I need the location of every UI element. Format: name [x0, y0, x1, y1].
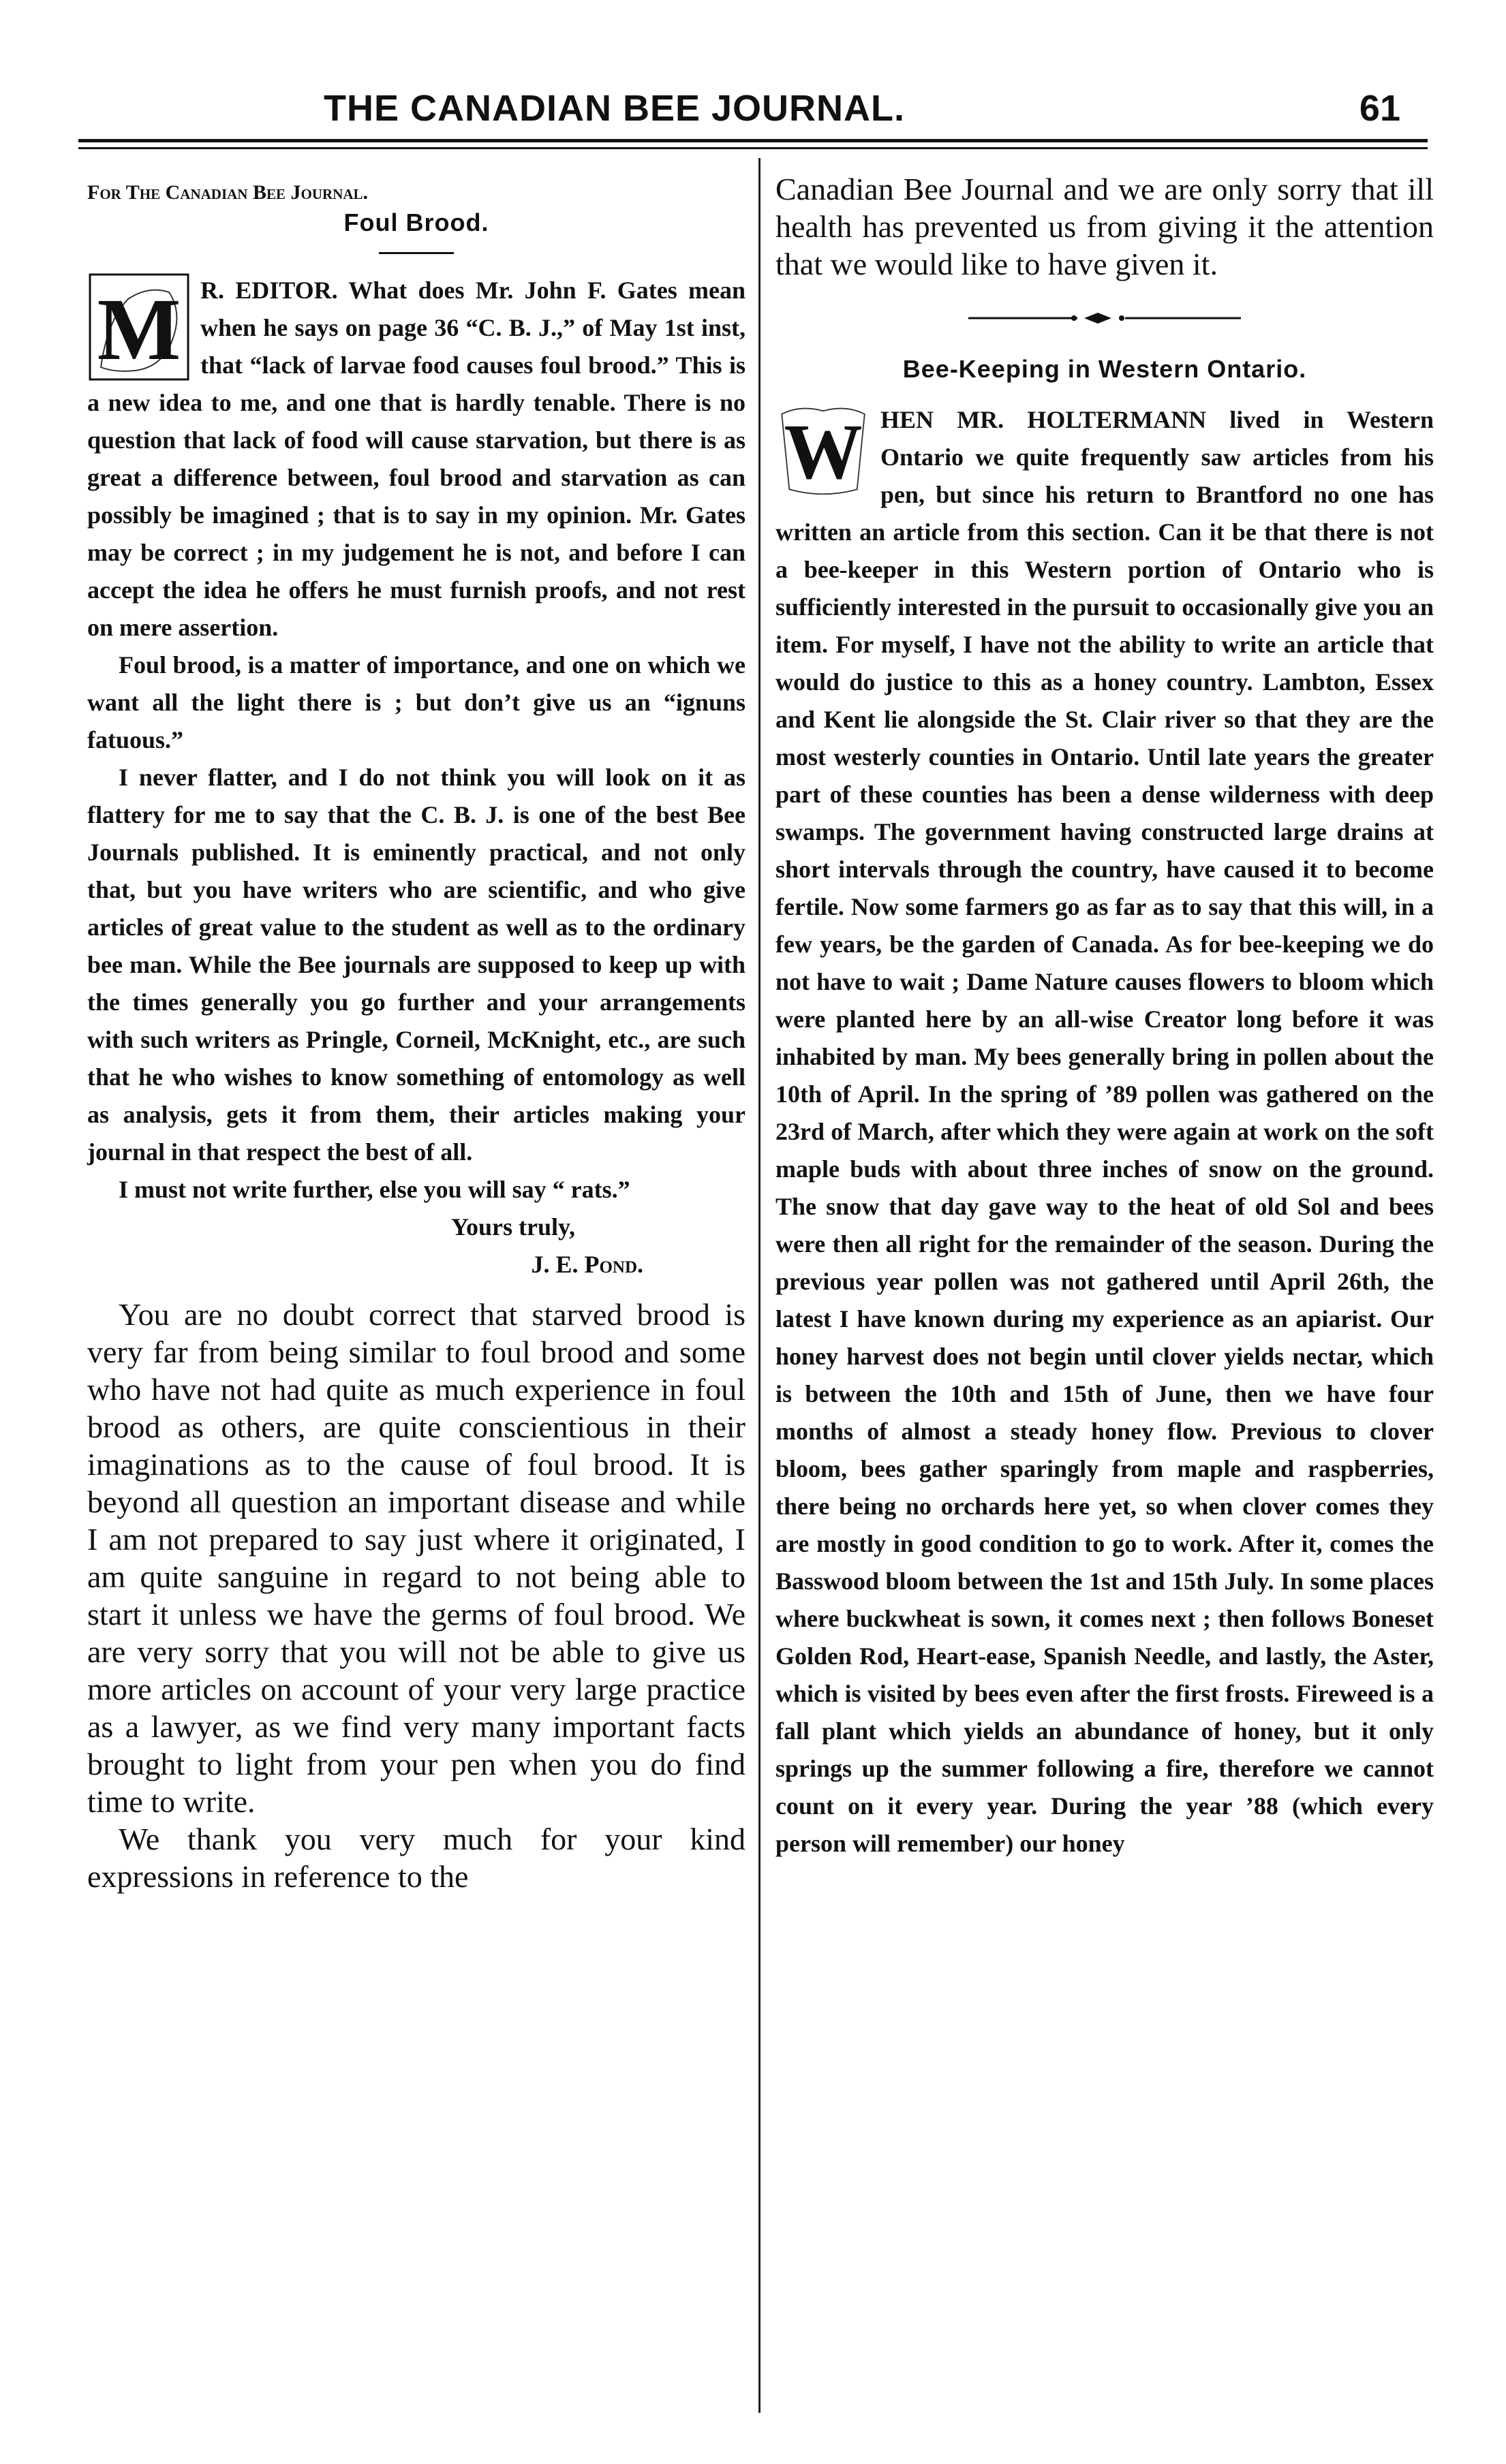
right-column	[775, 170, 1434, 1862]
header-rule-thick	[78, 139, 1428, 142]
section-divider-ornament	[962, 310, 1248, 326]
column-divider	[758, 158, 760, 2413]
reply-paragraph: We thank you very much for your kind expressions in reference to the	[87, 1822, 746, 1894]
letter-signature: J. E. Pond.	[531, 1251, 643, 1278]
letter-body	[87, 272, 746, 1283]
article-credit: For The Canadian Bee Journal.	[87, 181, 368, 204]
journal-title: THE CANADIAN BEE JOURNAL.	[324, 88, 906, 129]
letter-signoff: Yours truly,	[450, 1213, 575, 1241]
article-paragraph: HEN MR. HOLTERMANN lived in Western Ontario we quite frequently saw articles from his pen, but since his return to Brantford no one has written an article from this section. Can it be that there is not a bee-keeper in this Western portion of Ontario who is sufficiently interested in the pursuit to occasionally give you an item. For myself, I have not the ability to write an article that would do justice to this as a honey country. Lambton, Essex and Kent lie alongside the St. Clair river so that they are the most westerly counties in Ontario. Until late years the greater part of these counties has been a dense wilderness with deep swamps. The government having constructed large drains at short intervals through the country, have caused it to become fertile. Now some farmers go as far as to say that this will, in a few years, be the garden of Canada. As for bee-keeping we do not have to wait ; Dame Nature causes flowers to bloom which were planted here by an all-wise Creator long before it was inhabited by man. My bees generally bring in pollen about the 10th of April. In the spring of ’89 pollen was gathered on the 23rd of March, after which they were again at work on the soft maple buds with about three inches of snow on the ground. The snow that day gave way to the heat of old Sol and bees were then all right for the remainder of the season. During the previous year pollen was not gathered until April 26th, the latest I have known during my experience as an apiarist. Our honey harvest does not begin until clover yields nectar, which is between the 10th and 15th of June, then we have four months of almost a steady honey flow. Previous to clover bloom, bees gather sparingly from maple and raspberries, there being no orchards here yet, so when clover comes they are mostly in good condition to go to work. After it, comes the Basswood bloom between the 1st and 15th July. In some places where buckwheat is sown, it comes next ; then follows Boneset Golden Rod, Heart-ease, Spanish Needle, and lastly, the Aster, which is visited by bees even after the first frosts. Fireweed is a fall plant which yields an abundance of honey, but it only springs up the summer following a fire, therefore we cannot count on it every year. During the year ’88 (which every person will remember) our honey	[775, 406, 1434, 1857]
continuation-paragraph: Canadian Bee Journal and we are only sorry that ill health has prevented us from giving it the attention that we would like to have given it.	[775, 172, 1434, 281]
letter-paragraph: I must not write further, else you will say “ rats.”	[119, 1176, 630, 1203]
letter-paragraph: I never flatter, and I do not think you will look on it as flattery for me to say that the C. B. J. is one of the best Bee Journals published. It is eminently practical, and not only that, but you have writers who are scientific, and who give articles of great value to the student as well as to the ordinary bee man. While the Bee journals are supposed to keep up with the times generally you go further and your arrangements with such writers as Pringle, Corneil, McKnight, etc., are such that he who wishes to know something of entomology as well as analysis, gets it from them, their articles making your journal in that respect the best of all.	[87, 764, 746, 1166]
reply-continuation	[775, 170, 1434, 283]
page-header	[78, 87, 1428, 136]
dropcap-m-ornament	[87, 272, 191, 382]
western-ontario-body	[775, 401, 1434, 1862]
editorial-reply	[87, 1296, 746, 1895]
svg-text:W: W	[784, 407, 863, 495]
article-title-foul-brood: Foul Brood.	[343, 208, 489, 236]
reply-paragraph: You are no doubt correct that starved brood is very far from being similar to foul brood and some who have not had quite as much experience in foul brood as others, are quite conscientious in their imaginations as to the cause of foul brood. It is beyond all question an important disease and while I am not prepared to say just where it originated, I am quite sanguine in regard to not being able to start it unless we have the germs of foul brood. We are very sorry that you will not be able to give us more articles on account of your very large practice as a lawyer, as we find very many important facts brought to light from your pen when you do find time to write.	[87, 1297, 746, 1819]
left-column	[87, 170, 746, 1895]
page-number: 61	[1359, 88, 1400, 129]
letter-paragraph: Foul brood, is a matter of importance, and one on which we want all the light there is ; but don’t give us an “ignuns fatuous.”	[87, 651, 746, 753]
svg-text:M: M	[97, 281, 181, 379]
header-rule-thin	[78, 147, 1428, 149]
title-rule	[379, 252, 454, 254]
article-title-western-ontario: Bee-Keeping in Western Ontario.	[902, 355, 1307, 383]
dropcap-w-ornament	[775, 401, 871, 503]
letter-paragraph: R. EDITOR. What does Mr. John F. Gates mean when he says on page 36 “C. B. J.,” of May 1st inst, that “lack of larvae food causes foul brood.” This is a new idea to me, and one that is hardly tenable. There is no question that lack of food will cause starvation, but there is as great a difference between, foul brood and starvation as can possibly be imagined ; that is to say in my opinion. Mr. Gates may be correct ; in my judgement he is not, and before I can accept the idea he offers he must furnish proofs, and not rest on mere assertion.	[87, 277, 746, 641]
